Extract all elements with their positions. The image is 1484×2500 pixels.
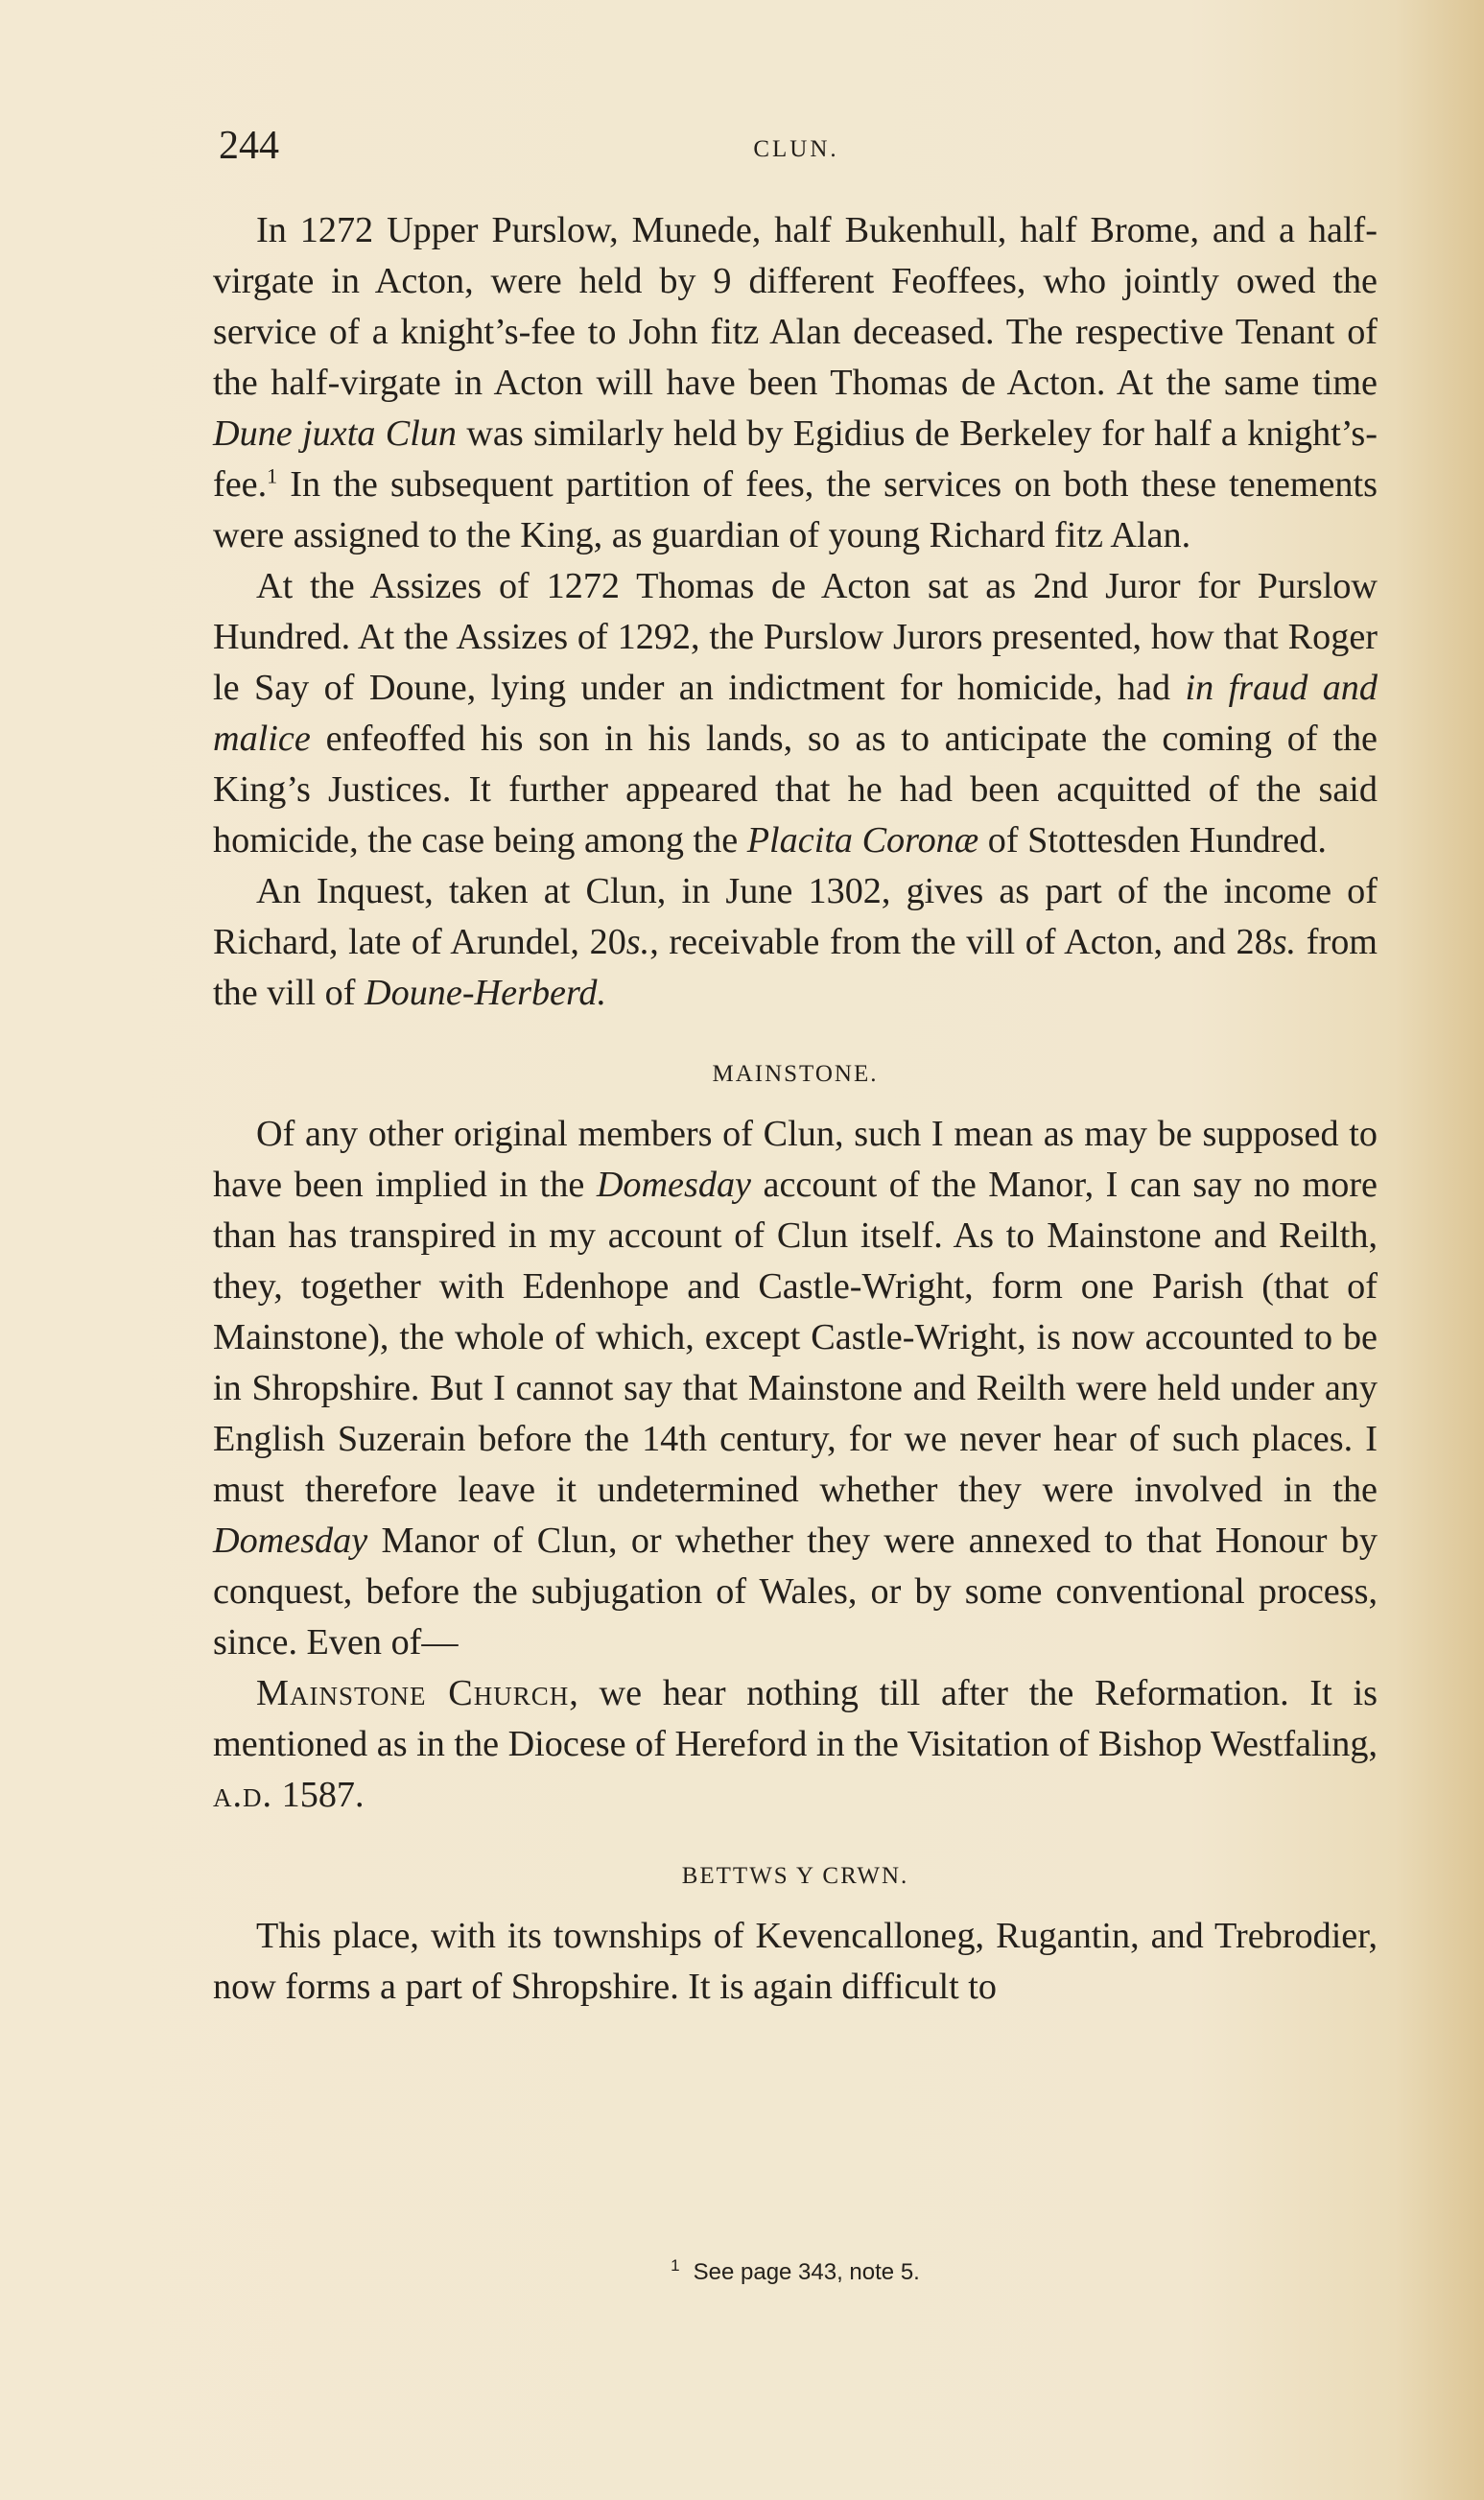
italic-run: Domesday xyxy=(213,1521,368,1561)
italic-run: s. xyxy=(625,922,650,962)
section-heading: MAINSTONE. xyxy=(712,1061,879,1087)
footnote xyxy=(213,2256,1378,2286)
page-header xyxy=(219,123,1374,180)
text-run: was similarly held by Egidius de Berkeley for half a knight’s-fee. xyxy=(213,413,1378,505)
text-run: At the Assizes of 1272 Thomas de Acton sat as 2nd Juror for Purslow Hundred. At the Assizes of 1292, the Purslow Jurors presented, how that Roger le Say of Doune, lying under an indictment for homicide, had xyxy=(213,566,1378,708)
italic-run: s. xyxy=(1272,922,1297,962)
italic-run: in fraud and malice xyxy=(213,668,1378,759)
text-run: An Inquest, taken at Clun, in June 1302, gives as part of the income of Richard, late of Arundel, 20 xyxy=(213,871,1378,962)
running-head: CLUN. xyxy=(753,136,839,162)
text-run: , we hear nothing till after the Reformation. It is mentioned as in the Diocese of Hereford in the Visitation of Bishop Westfaling, xyxy=(213,1673,1378,1764)
italic-run: Doune-Herberd. xyxy=(365,973,607,1013)
text-run: from the vill of xyxy=(213,922,1378,1013)
section-heading: BETTWS Y CRWN. xyxy=(681,1863,909,1889)
italic-run: Dune juxta Clun xyxy=(213,413,458,454)
italic-run: Domesday xyxy=(596,1165,752,1205)
text-run: Of any other original members of Clun, such I mean as may be supposed to have been implied in the xyxy=(213,1114,1378,1205)
paragraph xyxy=(213,1911,1378,2013)
small-caps-run: a.d. xyxy=(213,1775,273,1815)
paragraph xyxy=(213,866,1378,1019)
text-run: , receivable from the vill of Acton, and 28 xyxy=(649,922,1273,962)
footnote-mark: 1 xyxy=(671,2256,680,2275)
text-run: In 1272 Upper Purslow, Munede, half Bukenhull, half Brome, and a half-virgate in Acton, were held by 9 different Feoffees, who jointly owed the service of a knight’s-fee to John fitz Alan deceased. The respective Tenant of the half-virgate in Acton will have been Thomas de Acton. At the same time xyxy=(213,210,1378,403)
page-number: 244 xyxy=(219,124,279,168)
paragraph xyxy=(213,1668,1378,1821)
paragraph xyxy=(213,561,1378,866)
text-run: This place, with its townships of Kevencalloneg, Rugantin, and Trebrodier, now forms a part of Shropshire. It is again difficult to xyxy=(213,1916,1378,2007)
text-run: of Stottesden Hundred. xyxy=(978,820,1327,861)
text-run: account of the Manor, I can say no more than has transpired in my account of Clun itself. As to Mainstone and Reilth, they, together with Edenhope and Castle-Wright, form one Parish (that of Mainstone), the whole of which, except Castle-Wright, is now accounted to be in Shropshire. But I cannot say that Mainstone and Reilth were held under any English Suzerain before the 14th century, for we never hear of such places. I must therefore leave it undetermined whether they were involved in the xyxy=(213,1165,1378,1510)
footnote-reference: 1 xyxy=(267,463,278,488)
text-run: enfeoffed his son in his lands, so as to anticipate the coming of the King’s Justices. It further appeared that he had been acquitted of the said homicide, the case being among the xyxy=(213,719,1378,861)
small-caps-run: Mainstone Church xyxy=(256,1673,570,1713)
paragraph xyxy=(213,205,1378,561)
text-run: In the subsequent partition of fees, the services on both these tenements were assigned to the King, as guardian of young Richard fitz Alan. xyxy=(213,464,1378,555)
italic-run: Placita Coronæ xyxy=(746,820,979,861)
footnote-text: See page 343, note 5. xyxy=(693,2259,920,2285)
text-run: 1587. xyxy=(272,1775,365,1815)
paragraph xyxy=(213,1109,1378,1668)
text-run: Manor of Clun, or whether they were annexed to that Honour by conquest, before the subjugation of Wales, or by some conventional process, since. Even of— xyxy=(213,1521,1378,1663)
body-text xyxy=(213,205,1378,2013)
